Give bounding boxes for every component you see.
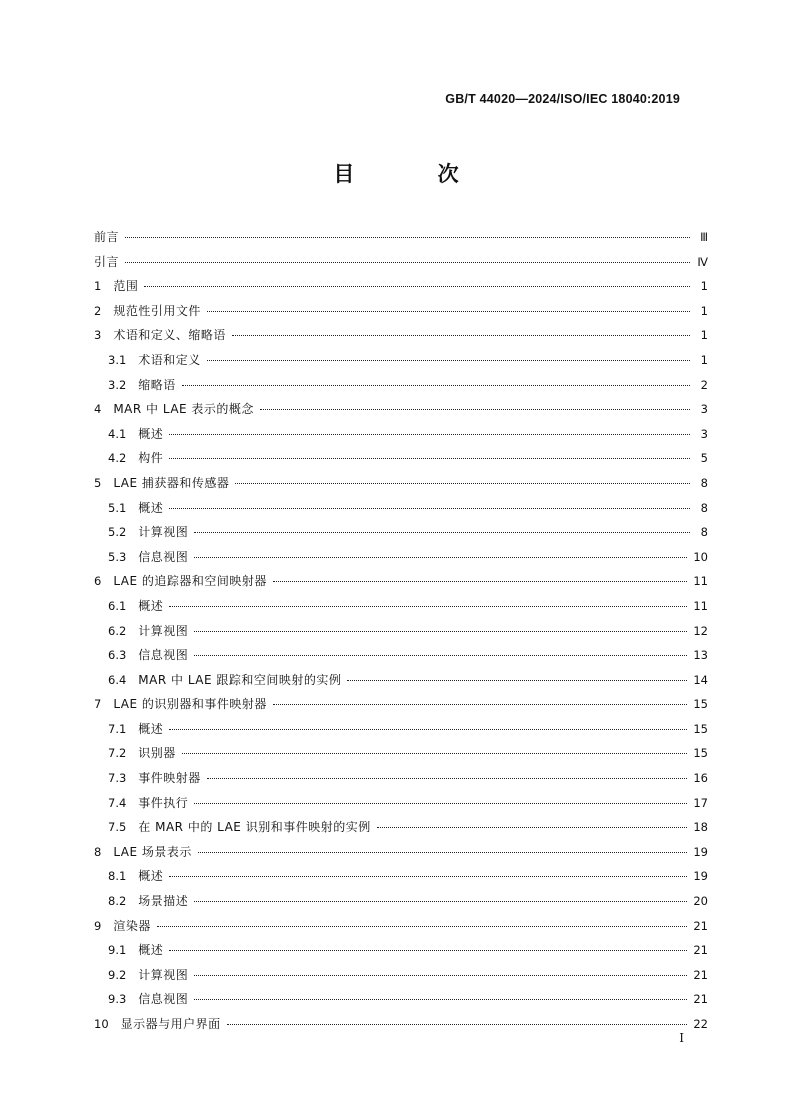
toc-entry[interactable] [94, 840, 708, 865]
toc-entry-page: 21 [693, 943, 708, 958]
dot-leader [194, 901, 687, 902]
toc-entry-page: 19 [693, 869, 708, 884]
toc-entry-title: 概述 [138, 943, 164, 958]
toc-entry[interactable] [94, 496, 708, 521]
toc-entry[interactable] [94, 397, 708, 422]
toc-entry-number: 2 [94, 303, 102, 318]
toc-entry[interactable] [94, 741, 708, 766]
toc-entry-number: 6.4 [108, 672, 127, 687]
toc-entry-number: 7.5 [108, 820, 127, 835]
dot-leader [125, 237, 690, 238]
toc-entry-title: LAE 捕获器和传感器 [113, 475, 230, 490]
toc-entry-page: 22 [693, 1017, 708, 1031]
toc-entry-page: 16 [693, 771, 708, 786]
toc-entry-title: MAR 中 LAE 跟踪和空间映射的实例 [138, 672, 342, 687]
toc-title: 目 次 [333, 162, 497, 186]
toc-entry-page: 3 [700, 426, 708, 441]
standard-code-header: GB/T 44020—2024/ISO/IEC 18040:2019 [445, 92, 680, 106]
dot-leader [169, 508, 690, 509]
toc-entry[interactable] [94, 643, 708, 668]
toc-entry-page: 1 [700, 303, 708, 318]
toc-entry[interactable] [94, 323, 708, 348]
toc-entry-title: 术语和定义 [138, 352, 201, 367]
toc-entry[interactable] [94, 299, 708, 324]
toc-entry-page: 21 [693, 918, 708, 933]
toc-entry-title: LAE 的追踪器和空间映射器 [113, 574, 267, 589]
toc-entry-title: LAE 场景表示 [113, 844, 192, 859]
dot-leader [182, 385, 690, 386]
toc-entry-number: 4.1 [108, 426, 127, 441]
toc-entry[interactable] [94, 274, 708, 299]
toc-entry-page: 3 [700, 402, 708, 417]
toc-entry-number: 5 [94, 475, 102, 490]
toc-entry-number: 5.3 [108, 549, 127, 564]
toc-entry[interactable] [94, 569, 708, 594]
toc-entry[interactable] [94, 938, 708, 963]
toc-entry-title: 渲染器 [113, 918, 151, 933]
dot-leader [194, 999, 687, 1000]
dot-leader [235, 483, 690, 484]
dot-leader [198, 852, 687, 853]
toc-entry[interactable] [94, 594, 708, 619]
toc-entry-number: 6 [94, 574, 102, 589]
dot-leader [169, 434, 690, 435]
toc-entry-page: 19 [693, 844, 708, 859]
toc-entry[interactable] [94, 545, 708, 570]
toc-entry[interactable] [94, 963, 708, 988]
toc-entry[interactable] [94, 791, 708, 816]
toc-entry-page: Ⅲ [700, 230, 708, 244]
dot-leader [260, 409, 690, 410]
dot-leader [194, 975, 687, 976]
toc-entry-page: 8 [700, 500, 708, 515]
toc-entry[interactable] [94, 446, 708, 471]
toc-entry-title: 概述 [138, 500, 164, 515]
dot-leader [169, 729, 687, 730]
toc-entry-title: 引言 [94, 254, 120, 269]
dot-leader [207, 360, 690, 361]
toc-entry-page: 13 [693, 648, 708, 663]
toc-entry-title: 概述 [138, 721, 164, 736]
toc-entry-number: 1 [94, 279, 102, 294]
toc-entry-page: 15 [693, 697, 708, 712]
toc-entry[interactable] [94, 889, 708, 914]
toc-entry-page: 15 [693, 746, 708, 761]
toc-entry[interactable] [94, 471, 708, 496]
toc-entry-number: 9.2 [108, 967, 127, 982]
toc-entry-title: 计算视图 [138, 525, 189, 540]
dot-leader [232, 335, 690, 336]
toc-entry-page: 8 [700, 475, 708, 490]
toc-entry-page: 18 [693, 820, 708, 835]
toc-entry-page: 15 [693, 721, 708, 736]
toc-entry-title: 场景描述 [138, 894, 189, 909]
toc-entry-title: 信息视图 [138, 648, 189, 663]
toc-entry-number: 9.1 [108, 943, 127, 958]
toc-entry[interactable] [94, 373, 708, 398]
toc-entry[interactable] [94, 225, 708, 250]
dot-leader [273, 581, 687, 582]
dot-leader [194, 557, 687, 558]
toc-entry-page: 1 [700, 279, 708, 294]
toc-entry-number: 4.2 [108, 451, 127, 466]
toc-entry-number: 5.1 [108, 500, 127, 515]
toc-entry-title: 概述 [138, 869, 164, 884]
dot-leader [125, 262, 690, 263]
toc-entry-title: 范围 [113, 279, 139, 294]
toc-entry-number: 8.2 [108, 894, 127, 909]
toc-entry-title: 事件执行 [138, 795, 189, 810]
toc-entry-title: 规范性引用文件 [113, 303, 201, 318]
toc-entry-number: 8.1 [108, 869, 127, 884]
dot-leader [377, 827, 688, 828]
dot-leader [194, 631, 687, 632]
toc-entry-number: 4 [94, 402, 102, 417]
toc-entry-number: 9.3 [108, 992, 127, 1007]
table-of-contents [94, 225, 708, 1037]
toc-entry-page: 20 [693, 894, 708, 909]
toc-entry-title: 识别器 [138, 746, 176, 761]
dot-leader [169, 876, 687, 877]
toc-entry[interactable] [94, 668, 708, 693]
toc-entry-title: 计算视图 [138, 623, 189, 638]
dot-leader [182, 753, 688, 754]
toc-entry-title: MAR 中 LAE 表示的概念 [113, 402, 254, 417]
toc-entry-number: 3 [94, 328, 102, 343]
toc-entry-number: 7.4 [108, 795, 127, 810]
toc-entry-page: 11 [693, 598, 708, 613]
toc-entry-title: 构件 [138, 451, 164, 466]
toc-entry-page: 10 [693, 549, 708, 564]
toc-entry-number: 7 [94, 697, 102, 712]
toc-entry-number: 8 [94, 844, 102, 859]
toc-entry-page: Ⅳ [697, 254, 708, 269]
toc-entry-page: 1 [700, 328, 708, 343]
dot-leader [227, 1024, 688, 1025]
toc-entry-page: 1 [700, 352, 708, 367]
toc-entry-title: 概述 [138, 426, 164, 441]
toc-entry-number: 7.3 [108, 771, 127, 786]
toc-entry-page: 11 [693, 574, 708, 589]
dot-leader [194, 803, 687, 804]
toc-entry-page: 5 [700, 451, 708, 466]
toc-entry-number: 7.2 [108, 746, 127, 761]
toc-entry[interactable] [94, 422, 708, 447]
toc-entry-title: 在 MAR 中的 LAE 识别和事件映射的实例 [138, 820, 371, 835]
toc-entry[interactable] [94, 815, 708, 840]
toc-entry-page: 17 [693, 795, 708, 810]
toc-entry-number: 3.2 [108, 377, 127, 392]
toc-entry-title: 概述 [138, 598, 164, 613]
toc-entry-number: 3.1 [108, 352, 127, 367]
toc-entry-title: 信息视图 [138, 549, 189, 564]
dot-leader [347, 680, 687, 681]
toc-entry-number: 9 [94, 918, 102, 933]
toc-entry[interactable] [94, 619, 708, 644]
toc-entry[interactable] [94, 250, 708, 275]
dot-leader [144, 286, 690, 287]
toc-entry-title: 计算视图 [138, 967, 189, 982]
toc-entry[interactable] [94, 717, 708, 742]
dot-leader [273, 704, 687, 705]
toc-entry-title: 缩略语 [138, 377, 176, 392]
toc-entry-number: 7.1 [108, 721, 127, 736]
toc-entry[interactable] [94, 1012, 708, 1037]
toc-entry-title: 前言 [94, 230, 120, 244]
toc-entry-page: 8 [700, 525, 708, 540]
dot-leader [207, 778, 688, 779]
page-folio: I [679, 1031, 684, 1045]
toc-entry-title: 术语和定义、缩略语 [113, 328, 226, 343]
toc-entry-page: 21 [693, 967, 708, 982]
dot-leader [207, 311, 690, 312]
toc-entry-page: 2 [700, 377, 708, 392]
toc-entry[interactable] [94, 692, 708, 717]
toc-entry-number: 6.1 [108, 598, 127, 613]
toc-entry-number: 6.2 [108, 623, 127, 638]
dot-leader [169, 606, 687, 607]
toc-entry-page: 21 [693, 992, 708, 1007]
toc-entry[interactable] [94, 766, 708, 791]
toc-entry-title: LAE 的识别器和事件映射器 [113, 697, 267, 712]
toc-entry[interactable] [94, 914, 708, 939]
toc-entry-page: 14 [693, 672, 708, 687]
toc-entry-title: 事件映射器 [138, 771, 201, 786]
dot-leader [169, 950, 687, 951]
toc-entry-number: 5.2 [108, 525, 127, 540]
toc-entry-number: 10 [94, 1017, 109, 1031]
dot-leader [194, 655, 687, 656]
dot-leader [157, 926, 688, 927]
toc-entry-title: 信息视图 [138, 992, 189, 1007]
toc-entry[interactable] [94, 348, 708, 373]
toc-entry-title: 显示器与用户界面 [120, 1017, 221, 1031]
toc-entry[interactable] [94, 520, 708, 545]
toc-entry[interactable] [94, 987, 708, 1012]
toc-entry-page: 12 [693, 623, 708, 638]
dot-leader [169, 458, 690, 459]
toc-entry-number: 6.3 [108, 648, 127, 663]
dot-leader [194, 532, 690, 533]
toc-entry[interactable] [94, 864, 708, 889]
